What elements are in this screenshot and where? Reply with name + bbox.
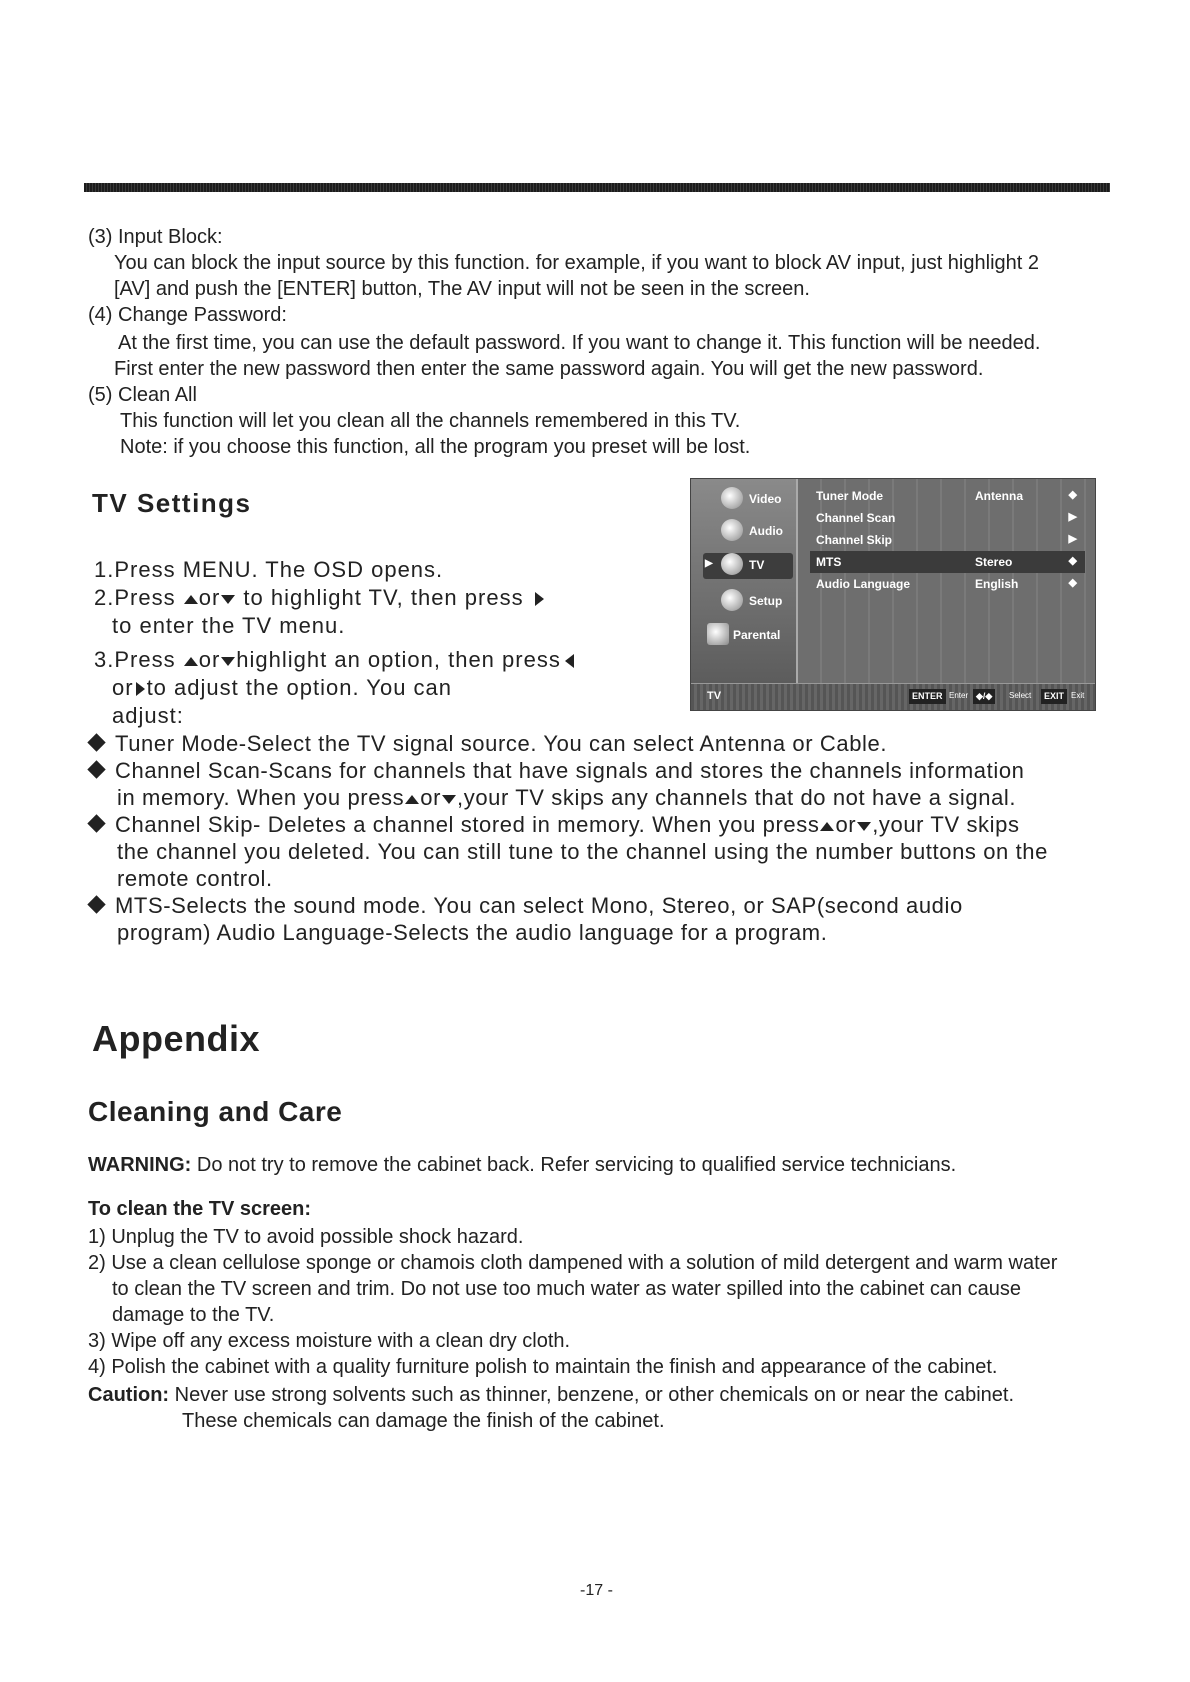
bullet-diamond-icon	[87, 760, 105, 778]
page-number: -17 -	[580, 1582, 613, 1599]
clean-all-line-2: Note: if you choose this function, all the program you preset will be lost.	[120, 436, 751, 458]
clean-all-heading: (5) Clean All	[88, 384, 197, 406]
osd-key-select-label: Select	[1009, 691, 1032, 700]
osd-row-channel-skip: Channel Skip ▶	[816, 533, 1077, 547]
osd-key-exit-label: Exit	[1071, 691, 1085, 700]
caution-text: Never use strong solvents such as thinner, benzene, or other chemicals on or near the cabinet.	[174, 1384, 1015, 1406]
warning-line	[88, 1152, 956, 1178]
setup-icon	[721, 589, 743, 611]
osd-key-enter-label: Enter	[949, 691, 969, 700]
down-arrow-icon	[857, 822, 871, 831]
caution-line	[88, 1382, 1014, 1408]
change-password-line-2: First enter the new password then enter the same password again. You will get the new password.	[114, 358, 984, 380]
parental-icon	[707, 623, 729, 645]
step-2-text-a: 2.Press	[94, 585, 176, 610]
bullet-channel-skip: Channel Skip- Deletes a channel stored in memory. When you press or ,your TV skips	[86, 811, 1020, 838]
step-2-or: or	[198, 585, 221, 610]
input-block-line-1: You can block the input source by this function. for example, if you want to block AV input, just highlight 2	[114, 252, 1039, 274]
bullet-mts-line-2: program) Audio Language-Selects the audio language for a program.	[117, 920, 828, 945]
warning-text: Do not try to remove the cabinet back. Refer servicing to qualified service technicians.	[196, 1154, 957, 1176]
caution-label: Caution:	[88, 1384, 170, 1406]
bullet-channel-skip-line-2: the channel you deleted. You can still tune to the channel using the number buttons on the	[117, 839, 1048, 864]
bullet-tuner-mode: Tuner Mode-Select the TV signal source. You can select Antenna or Cable.	[86, 730, 887, 757]
clean-step-2-line-3: damage to the TV.	[112, 1304, 275, 1326]
step-3-text-a: 3.Press	[94, 647, 176, 672]
osd-item-setup: Setup	[703, 589, 793, 615]
bullet-diamond-icon	[87, 895, 105, 913]
down-arrow-icon	[221, 595, 235, 604]
change-password-line-1: At the first time, you can use the default password. If you want to change it. This function will be needed.	[118, 332, 1041, 354]
bullet-diamond-icon	[87, 733, 105, 751]
bullet-mts: MTS-Selects the sound mode. You can select Mono, Stereo, or SAP(second audio	[86, 892, 963, 919]
up-arrow-icon	[184, 595, 198, 604]
osd-row-mts: MTS Stereo ◆	[810, 551, 1085, 573]
left-arrow-icon	[565, 654, 574, 668]
step-3-cont	[112, 674, 452, 702]
osd-item-parental: Parental	[703, 623, 793, 649]
bullet-channel-scan-line-2: in memory. When you press or ,your TV skips any channels that do not have a signal.	[117, 785, 1017, 810]
osd-item-video: Video	[703, 487, 793, 513]
audio-icon	[721, 519, 743, 541]
selected-arrow-icon: ▶	[705, 558, 713, 569]
up-arrow-icon	[184, 657, 198, 666]
clean-step-3: 3) Wipe off any excess moisture with a clean dry cloth.	[88, 1330, 571, 1352]
osd-sidebar	[691, 479, 798, 684]
video-icon	[721, 487, 743, 509]
up-arrow-icon	[405, 795, 419, 804]
osd-footer-label: TV	[707, 690, 722, 702]
up-arrow-icon	[820, 822, 834, 831]
caution-line-2: These chemicals can damage the finish of the cabinet.	[182, 1410, 665, 1432]
clean-step-2-line-2: to clean the TV screen and trim. Do not use too much water as water spilled into the cabinet can cause	[112, 1278, 1022, 1300]
step-2	[94, 584, 548, 612]
clean-screen-title: To clean the TV screen:	[88, 1198, 312, 1220]
tv-osd-screenshot	[690, 478, 1096, 711]
step-3-text-c: to adjust the option. You can	[146, 675, 453, 700]
input-block-line-2: [AV] and push the [ENTER] button, The AV input will not be seen in the screen.	[114, 278, 810, 300]
step-3-adjust: adjust:	[112, 703, 184, 728]
bullet-diamond-icon	[87, 814, 105, 832]
osd-item-audio: Audio	[703, 519, 793, 545]
right-arrow-icon	[535, 592, 544, 606]
step-2-text-b: to highlight TV, then press	[243, 585, 524, 610]
osd-key-exit: EXIT	[1041, 689, 1067, 704]
clean-step-2: 2) Use a clean cellulose sponge or chamois cloth dampened with a solution of mild detergent and warm water	[88, 1252, 1058, 1274]
osd-footer	[691, 683, 1095, 710]
input-block-heading: (3) Input Block:	[88, 226, 223, 248]
down-arrow-icon	[442, 795, 456, 804]
step-3-or: or	[198, 647, 221, 672]
tv-settings-title: TV Settings	[92, 488, 252, 518]
osd-key-select: ◆/◆	[973, 689, 995, 704]
clean-step-1: 1) Unplug the TV to avoid possible shock hazard.	[88, 1226, 524, 1248]
change-password-heading: (4) Change Password:	[88, 304, 287, 326]
osd-row-tuner-mode: Tuner Mode Antenna ◆	[816, 489, 1077, 503]
step-2-cont: to enter the TV menu.	[112, 613, 346, 638]
bullet-channel-scan: Channel Scan-Scans for channels that have signals and stores the channels information	[86, 757, 1025, 784]
step-1: 1.Press MENU. The OSD opens.	[94, 557, 444, 582]
osd-options-panel	[798, 479, 1095, 684]
down-arrow-icon	[221, 657, 235, 666]
right-arrow-icon	[136, 682, 145, 696]
cleaning-care-title: Cleaning and Care	[88, 1096, 343, 1127]
tv-icon	[721, 553, 743, 575]
warning-label: WARNING:	[88, 1154, 192, 1176]
step-3	[94, 646, 578, 674]
top-rule	[84, 183, 1110, 192]
step-3-text-b: highlight an option, then press	[236, 647, 561, 672]
osd-item-tv: ▶ TV	[703, 553, 793, 579]
clean-all-line-1: This function will let you clean all the channels remembered in this TV.	[120, 410, 741, 432]
bullet-channel-skip-line-3: remote control.	[117, 866, 273, 891]
step-3-or-2: or	[112, 675, 134, 700]
osd-row-audio-language: Audio Language English ◆	[816, 577, 1077, 591]
osd-row-channel-scan: Channel Scan ▶	[816, 511, 1077, 525]
clean-step-4: 4) Polish the cabinet with a quality furniture polish to maintain the finish and appearance of the cabinet.	[88, 1356, 998, 1378]
appendix-title: Appendix	[92, 1018, 261, 1059]
osd-key-enter: ENTER	[909, 689, 946, 704]
